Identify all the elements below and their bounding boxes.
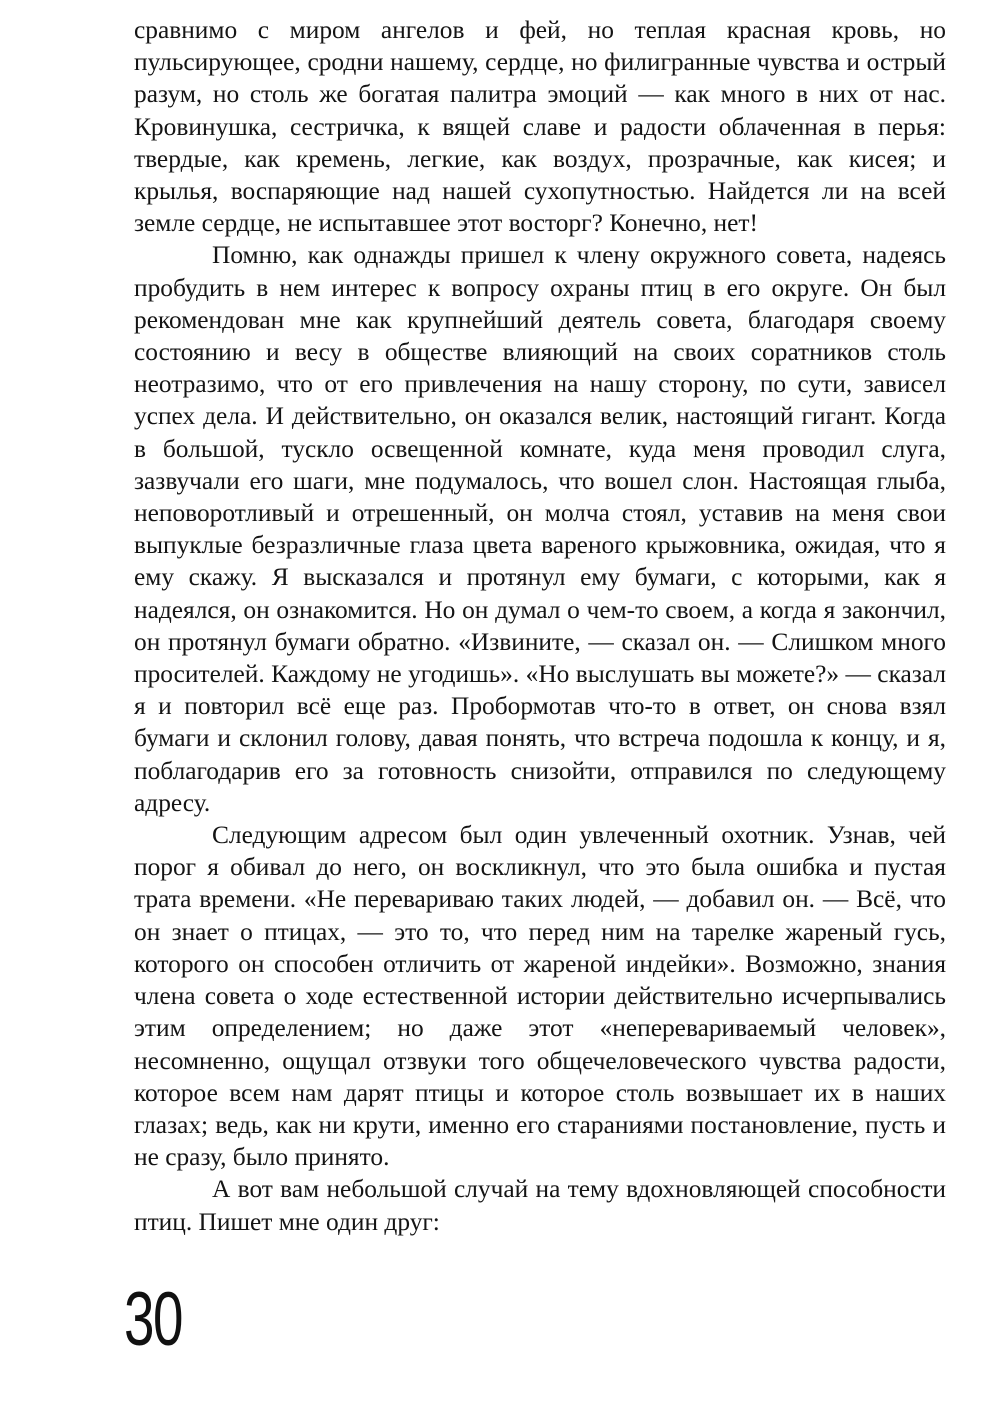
page-number: 30 [124, 1277, 182, 1362]
paragraph-1: сравнимо с миром ангелов и фей, но теплая красная кровь, но пульсирующее, сродни нашему, сердце, но филигранные чувства и острый разум, но столь же богатая палитра эмоций — как много в них от нас. Кровинушка, сестричка, к вящей славе и радости облаченная в перья: твердые, как кремень, легкие, как воздух, прозрачные, как кисея; и крылья, воспаряющие над нашей сухопутностью. Найдется ли на всей земле сердце, не испытавшее этот восторг? Конечно, нет! [134, 16, 946, 238]
paragraph-2: Помню, как однажды пришел к члену окружного совета, надеясь пробудить в нем интерес к вопросу охраны птиц в его округе. Он был рекомендован мне как крупнейший деятель совета, благодаря своему состоянию и весу в обществе влияющий на своих соратников столь неотразимо, что от его привлечения на нашу сторону, по сути, зависел успех дела. И действительно, он оказался велик, настоящий гигант. Когда в большой, тускло освещенной комнате, куда меня проводил слуга, зазвучали его шаги, мне подумалось, что вошел слон. Настоящая глыба, неповоротливый и отрешенный, он молча стоял, уставив на меня свои выпуклые безразличные глаза цвета вареного крыжовника, ожидая, что я ему скажу. Я высказался и протянул ему бумаги, с которыми, как я надеялся, он ознакомится. Но он думал о чем-то своем, а когда я закончил, он протянул бумаги обратно. «Извините, — сказал он. — Слишком много просителей. Каждому не угодишь». «Но выслушать вы можете?» — сказал я и повторил всё еще раз. Пробормотав что-то в ответ, он снова взял бумаги и склонил голову, давая понять, что встреча подошла к концу, и я, поблагодарив его за готовность снизойти, отправился по следующему адресу. [134, 241, 946, 817]
paragraph-3: Следующим адресом был один увлеченный охотник. Узнав, чей порог я обивал до него, он воскликнул, что это была ошибка и пустая трата времени. «Не перевариваю таких людей, — добавил он. — Всё, что он знает о птицах, — это то, что перед ним на тарелке жареный гусь, которого он способен отличить от жареной индейки». Возможно, знания члена совета о ходе естественной истории действительно исчерпывались этим определением; но даже этот «неперевариваемый человек», несомненно, ощущал отзвуки того общечеловеческого чувства радости, которое всем нам дарят птицы и которое столь возвышает их в наших глазах; ведь, как ни крути, именно его стараниями постановление, пусть и не сразу, было принято. [134, 821, 946, 1172]
paragraph-4: А вот вам небольшой случай на тему вдохновляющей способности птиц. Пишет мне один друг: [134, 1175, 946, 1236]
page-body [134, 14, 946, 1238]
